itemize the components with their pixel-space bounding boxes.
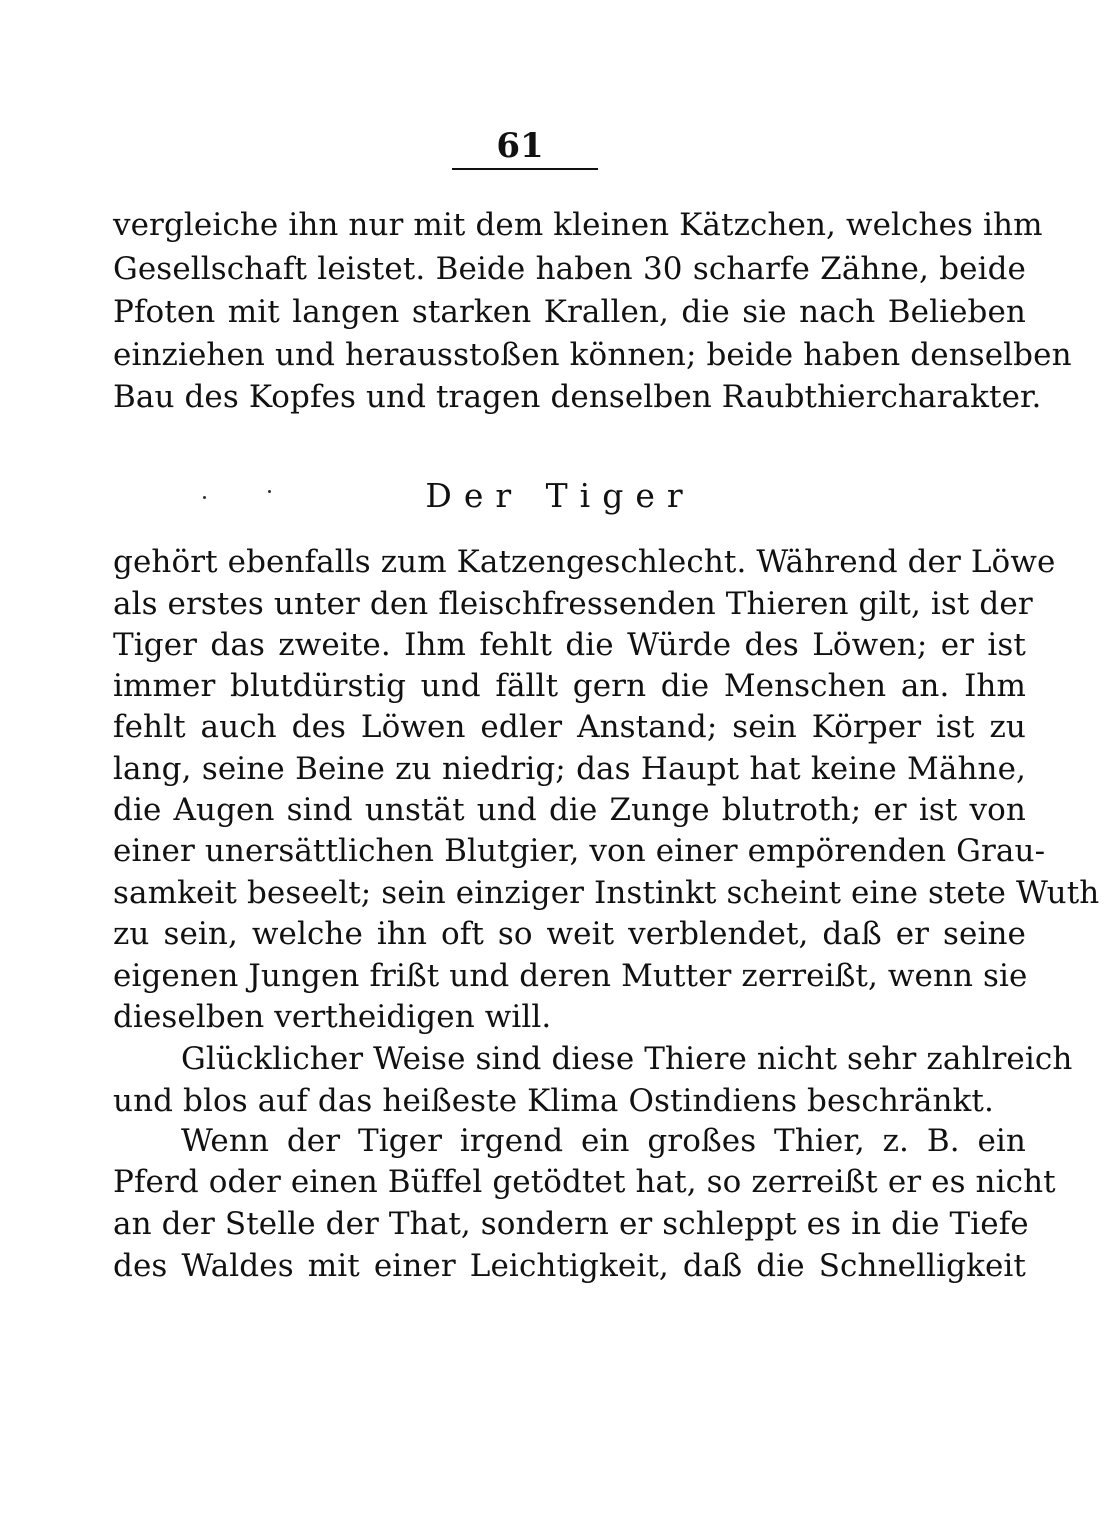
text-line: gehört ebenfalls zum Katzengeschlecht. Während der Löwe xyxy=(113,544,1056,580)
text-line: samkeit beseelt; sein einziger Instinkt scheint eine stete Wuth xyxy=(113,875,1100,911)
print-speck xyxy=(268,490,271,493)
text-line: einziehen und herausstoßen können; beide haben denselben xyxy=(113,337,1072,373)
text-line: eigenen Jungen frißt und deren Mutter zerreißt, wenn sie xyxy=(113,958,1028,994)
text-line: vergleiche ihn nur mit dem kleinen Kätzchen, welches ihm xyxy=(113,207,1043,243)
text-line: des Waldes mit einer Leichtigkeit, daß die Schnelligkeit xyxy=(113,1248,1026,1284)
text-line: Bau des Kopfes und tragen denselben Raubthiercharakter. xyxy=(113,379,1042,415)
text-line: einer unersättlichen Blutgier, von einer empörenden Grau- xyxy=(113,833,1046,869)
text-line: lang, seine Beine zu niedrig; das Haupt hat keine Mähne, xyxy=(113,751,1026,787)
text-line: und blos auf das heißeste Klima Ostindiens beschränkt. xyxy=(113,1083,994,1119)
text-line: Glücklicher Weise sind diese Thiere nicht sehr zahlreich xyxy=(181,1041,1073,1077)
text-line: Tiger das zweite. Ihm fehlt die Würde des Löwen; er ist xyxy=(113,627,1026,663)
text-line: die Augen sind unstät und die Zunge blutroth; er ist von xyxy=(113,792,1026,828)
text-line: Pferd oder einen Büffel getödtet hat, so zerreißt er es nicht xyxy=(113,1164,1056,1200)
text-line: Gesellschaft leistet. Beide haben 30 scharfe Zähne, beide xyxy=(113,251,1026,287)
text-line: immer blutdürstig und fällt gern die Menschen an. Ihm xyxy=(113,668,1026,704)
print-speck xyxy=(203,496,206,499)
text-line: Wenn der Tiger irgend ein großes Thier, z. B. ein xyxy=(181,1123,1026,1159)
header-rule xyxy=(452,168,598,170)
text-line: als erstes unter den fleischfressenden Thieren gilt, ist der xyxy=(113,586,1033,622)
page-number: 61 xyxy=(496,126,544,166)
text-line: Pfoten mit langen starken Krallen, die sie nach Belieben xyxy=(113,294,1026,330)
text-line: fehlt auch des Löwen edler Anstand; sein Körper ist zu xyxy=(113,709,1026,745)
text-line: dieselben vertheidigen will. xyxy=(113,999,552,1035)
text-line: zu sein, welche ihn oft so weit verblendet, daß er seine xyxy=(113,916,1026,952)
section-heading: Der Tiger xyxy=(425,476,695,515)
text-line: an der Stelle der That, sondern er schleppt es in die Tiefe xyxy=(113,1206,1029,1242)
